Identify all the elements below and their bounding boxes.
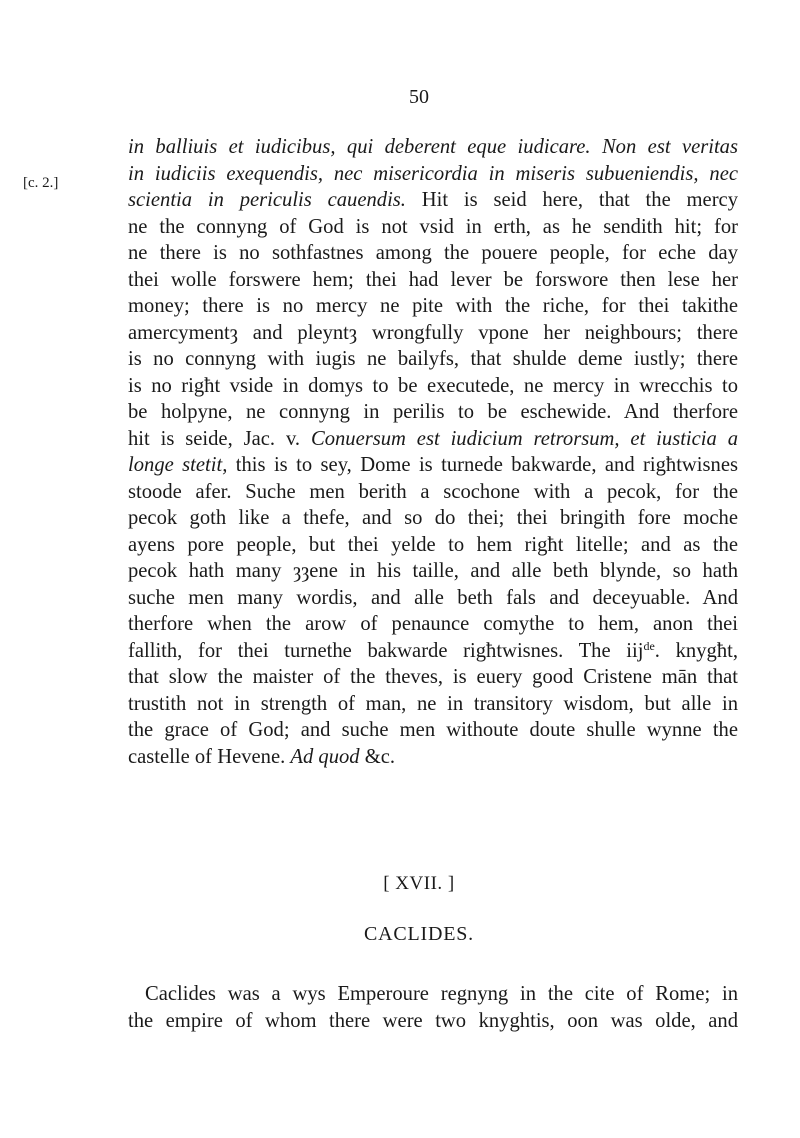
text-line: ne there is no sothfastnes among the pouere people, for eche day [128,242,738,264]
text-fragment: &c. [359,745,396,768]
margin-note: [c. 2.] [23,175,59,191]
page-number: 50 [409,86,429,108]
latin-text: in iudiciis exequendis, nec misericordia in miseris subueniendis, nec [128,162,738,185]
superscript: de [643,638,655,653]
body-text [128,134,738,770]
text-fragment: this is to sey, Dome is turnede bakwarde, and rigħtwisnes [227,454,738,476]
text-line: ne the connyng of God is not vsid in erth, as he sendith hit; for [128,215,738,238]
text-line [128,744,738,771]
text-line: the grace of God; and suche men withoute doute shulle wynne the [128,719,738,741]
text-fragment: hit is seide, Jac. v. [128,427,311,450]
text-fragment: Hit is seid here, that the mercy [405,189,738,211]
text-line: be holpyne, ne connyng in perilis to be eschewide. And therfore [128,401,738,423]
text-line: pecok hath many ȝȝene in his taille, and alle beth blynde, so hath [128,560,738,582]
text-line: the empire of whom there were two knyghtis, oon was olde, and [128,1010,738,1032]
latin-text: scientia in periculis cauendis. [128,189,406,211]
text-line [128,161,738,188]
text-line: thei wolle forswere hem; thei had lever be forswore then lese her [128,268,738,291]
latin-text: longe stetit, [128,454,228,476]
text-line: amercymentȝ and pleyntȝ wrongfully vpone her neighbours; there [128,321,738,344]
text-line: Caclides was a wys Emperoure regnyng in the cite of Rome; in [145,983,738,1005]
text-line: therfore when the arow of penaunce comythe to hem, anon thei [128,613,738,635]
text-line: suche men many wordis, and alle beth fals and deceyuable. And [128,586,738,609]
text-line: trustith not in strength of man, ne in transitory wisdom, but alle in [128,692,738,715]
text-line [128,638,738,665]
text-fragment: . knygħt, [654,639,738,662]
chapter-body [128,981,738,1035]
chapter-title: CACLIDES. [364,923,474,945]
text-line [128,452,738,479]
text-line: that slow the maister of the theves, is euery good Cristene mān that [128,666,738,688]
latin-text: Conuersum est iudicium retrorsum, et iusticia a [310,427,739,450]
text-line: money; there is no mercy ne pite with the riche, for thei takithe [128,295,738,317]
text-line: is no connyng with iugis ne bailyfs, that shulde deme iustly; there [128,348,738,370]
text-line [128,134,738,161]
text-line [128,187,738,214]
text-fragment: castelle of Hevene. [128,745,291,768]
text-line [128,426,738,453]
text-fragment: fallith, for thei turnethe bakwarde rigħtwisnes. The iij [128,639,644,662]
latin-text: Ad quod [290,745,360,768]
text-line: ayens pore people, but thei yelde to hem rigħt litelle; and as the [128,533,738,556]
latin-text: in balliuis et iudicibus, qui deberent eque iudicare. Non est veritas [128,136,738,158]
text-line: pecok goth like a thefe, and so do thei; thei bringith fore moche [128,507,738,529]
chapter-number: [ XVII. ] [383,873,455,894]
text-line: is no rigħt vside in domys to be executede, ne mercy in wrecchis to [128,374,738,397]
text-line: stoode afer. Suche men berith a scochone with a pecok, for the [128,480,738,503]
